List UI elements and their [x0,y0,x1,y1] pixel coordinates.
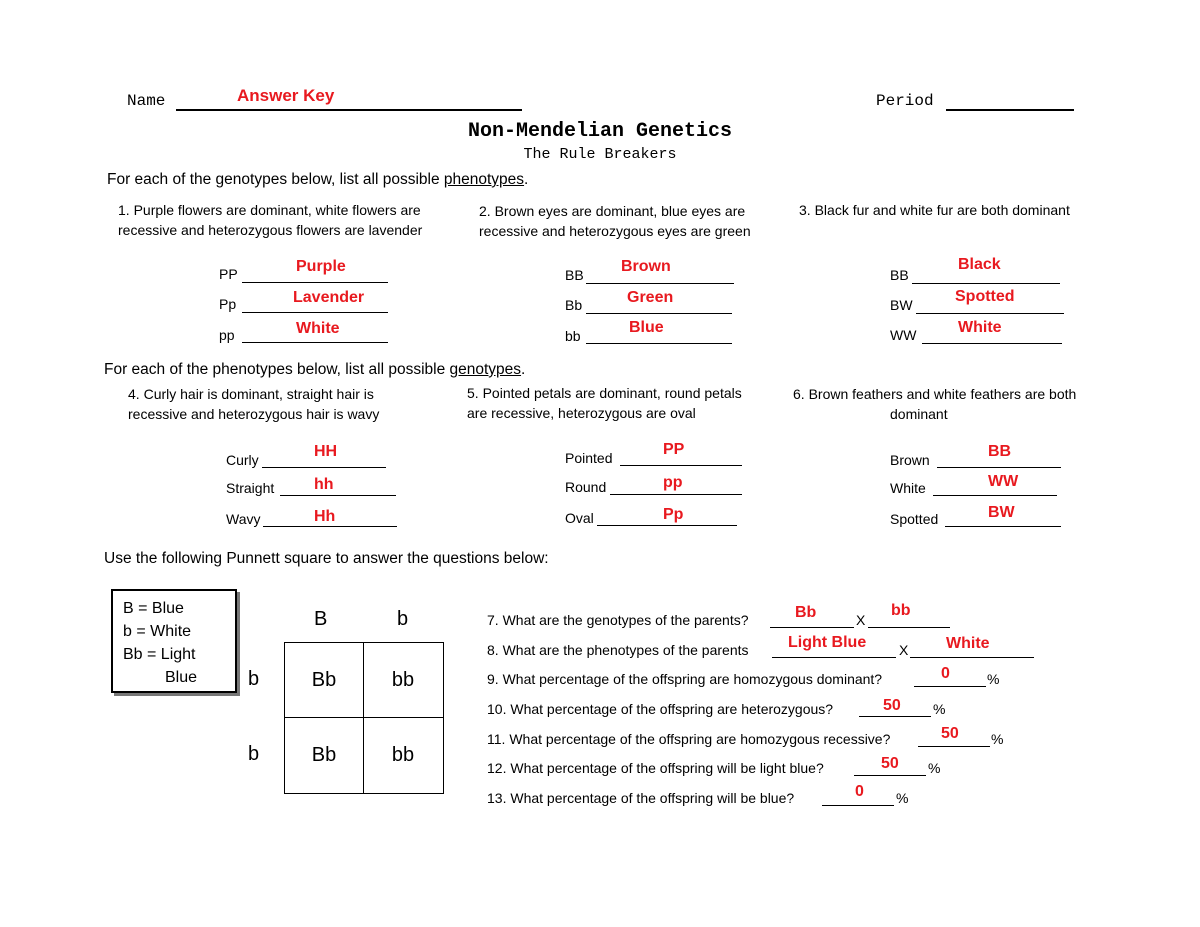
q3-label-3: WW [890,327,917,343]
q1-answer-3: White [296,320,340,337]
q2-label-2: Bb [565,297,583,313]
q7-separator: X [856,612,866,628]
question-12: 12. What percentage of the offspring will be light blue? [487,760,824,776]
q9-answer-line[interactable] [914,686,986,687]
question-7: 7. What are the genotypes of the parents? [487,612,749,628]
q10-answer: 50 [883,697,901,714]
q1-answer-2: Lavender [293,289,365,306]
q3-label-2: BW [890,297,913,313]
q4-answer-line-2[interactable] [280,495,396,496]
q4-answer-2: hh [314,476,334,493]
question-9: 9. What percentage of the offspring are homozygous dominant? [487,671,883,687]
q6-answer-2: WW [988,473,1019,490]
question-11: 11. What percentage of the offspring are homozygous recessive? [487,731,891,747]
punnett-square [284,642,444,794]
q6-answer-3: BW [988,504,1015,521]
q11-suffix: % [991,731,1004,747]
q7-answer-line-2[interactable] [868,627,950,628]
q2-answer-line-3[interactable] [586,343,732,344]
q8-answer-line-2[interactable] [910,657,1034,658]
section3-instruction: Use the following Punnett square to answer the questions below: [104,550,549,567]
punnett-side-allele-2: b [248,743,260,765]
q6-label-1: Brown [890,452,930,468]
period-label: Period [876,92,934,110]
q12-answer: 50 [881,755,899,772]
section1-instruction: For each of the genotypes below, list all possible phenotypes. [107,171,529,188]
q3-answer-3: White [958,319,1002,336]
q5-label-3: Oval [565,510,594,526]
q10-answer-line[interactable] [859,716,931,717]
q6-label-3: Spotted [890,511,939,527]
punnett-top-allele-1: B [314,608,328,630]
q1-answer-line-3[interactable] [242,342,388,343]
q5-label-2: Round [565,479,607,495]
key-line-1: B = Blue [123,600,184,617]
question-10: 10. What percentage of the offspring are heterozygous? [487,701,834,717]
q7-answer-2: bb [891,602,911,619]
q6-answer-line-1[interactable] [937,467,1061,468]
q1-answer-1: Purple [296,258,346,275]
q13-suffix: % [896,790,909,806]
q1-answer-line-1[interactable] [242,282,388,283]
question-2: 2. Brown eyes are dominant, blue eyes are recessive and heterozygous eyes are green [479,203,751,239]
question-4: 4. Curly hair is dominant, straight hair is recessive and heterozygous hair is wavy [128,386,380,422]
q8-answer-2: White [946,635,990,652]
q3-answer-1: Black [958,256,1001,273]
question-3: 3. Black fur and white fur are both dominant [799,202,1070,218]
q2-answer-3: Blue [629,319,664,336]
q5-answer-2: pp [663,474,683,491]
q1-label-2: Pp [219,296,237,312]
q2-answer-line-1[interactable] [586,283,734,284]
q13-answer: 0 [855,783,864,800]
q5-answer-line-1[interactable] [620,465,742,466]
page-title: Non-Mendelian Genetics [467,120,733,143]
key-line-2: b = White [123,623,192,640]
q5-label-1: Pointed [565,450,613,466]
q9-answer: 0 [941,665,950,682]
q2-answer-1: Brown [621,258,671,275]
punnett-cell: bb [391,743,415,766]
q8-separator: X [899,642,909,658]
q3-label-1: BB [890,267,909,283]
q3-answer-2: Spotted [955,288,1015,305]
q6-answer-1: BB [988,443,1012,460]
name-line[interactable] [176,109,522,111]
q3-answer-line-3[interactable] [922,343,1062,344]
q12-answer-line[interactable] [854,775,926,776]
q9-suffix: % [987,671,1000,687]
question-13: 13. What percentage of the offspring will be blue? [487,790,795,806]
punnett-cell: Bb [311,743,337,766]
name-label: Name [127,92,166,110]
q4-label-3: Wavy [226,511,261,527]
q2-label-1: BB [565,267,584,283]
q8-answer-1: Light Blue [788,634,867,651]
q6-answer-line-3[interactable] [945,526,1061,527]
punnett-cell: Bb [311,668,337,691]
q5-answer-1: PP [663,441,685,458]
punnett-key-box [111,589,237,693]
page-subtitle: The Rule Breakers [523,146,677,163]
question-8: 8. What are the phenotypes of the parents [487,642,749,658]
q1-label-1: PP [219,266,238,282]
q10-suffix: % [933,701,946,717]
q8-answer-line-1[interactable] [772,657,896,658]
q7-answer-line-1[interactable] [770,627,854,628]
punnett-cell: bb [391,668,415,691]
q11-answer: 50 [941,725,959,742]
punnett-side-allele-1: b [248,668,260,690]
q5-answer-line-3[interactable] [597,525,737,526]
q13-answer-line[interactable] [822,805,894,806]
name-answer: Answer Key [237,86,335,105]
key-line-4: Blue [165,669,198,686]
q6-label-2: White [890,480,926,496]
q4-label-1: Curly [226,452,259,468]
q2-answer-line-2[interactable] [586,313,732,314]
q4-answer-1: HH [314,443,338,460]
q5-answer-3: Pp [663,506,684,523]
q4-answer-line-3[interactable] [263,526,397,527]
q7-answer-1: Bb [795,604,817,621]
q5-answer-line-2[interactable] [610,494,742,495]
section2-instruction: For each of the phenotypes below, list all possible genotypes. [104,361,526,378]
q1-answer-line-2[interactable] [242,312,388,313]
q1-label-3: pp [219,327,235,343]
q6-answer-line-2[interactable] [933,495,1057,496]
q3-answer-line-1[interactable] [912,283,1060,284]
q2-answer-2: Green [627,289,674,306]
q4-answer-line-1[interactable] [262,467,386,468]
key-line-3: Bb = Light [123,646,196,663]
q4-label-2: Straight [226,480,275,496]
question-6: 6. Brown feathers and white feathers are both dominant [793,386,1077,422]
q12-suffix: % [928,760,941,776]
period-line[interactable] [946,109,1074,111]
q3-answer-line-2[interactable] [916,313,1064,314]
q11-answer-line[interactable] [918,746,990,747]
question-5: 5. Pointed petals are dominant, round petals are recessive, heterozygous are oval [467,385,742,421]
q4-answer-3: Hh [314,508,336,525]
punnett-top-allele-2: b [397,608,409,630]
question-1: 1. Purple flowers are dominant, white flowers are recessive and heterozygous flowers are lavender [118,202,423,238]
q2-label-3: bb [565,328,581,344]
